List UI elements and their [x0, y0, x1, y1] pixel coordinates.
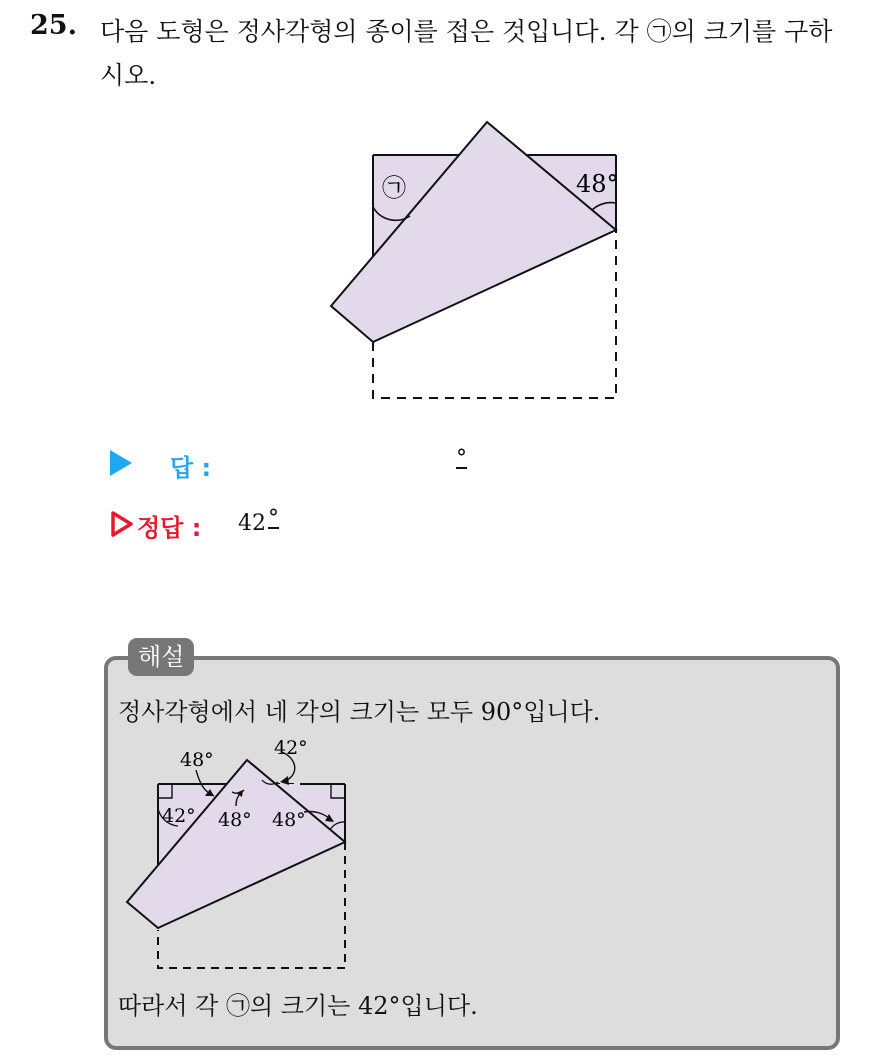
label-giyeok: ㉠	[382, 174, 406, 202]
explanation-line2: 따라서 각 ㉠의 크기는 42°입니다.	[118, 992, 478, 1020]
explanation-tag: 해설	[128, 638, 194, 676]
question-text-line1: 다음 도형은 정사각형의 종이를 접은 것입니다. 각 ㉠의 크기를 구하	[100, 17, 833, 46]
expl-pointer-42-top-head	[280, 776, 289, 785]
expl-label-48-mid: 48°	[218, 809, 252, 831]
answer-label: 답 :	[170, 454, 212, 482]
explanation-line1: 정사각형에서 네 각의 크기는 모두 90°입니다.	[118, 698, 601, 726]
label-48: 48°	[576, 170, 619, 198]
expl-label-48-right: 48°	[272, 809, 306, 831]
expl-label-42-left: 42°	[162, 805, 196, 827]
question-number: 25.	[30, 10, 77, 41]
correct-answer-unit: °	[268, 506, 279, 531]
expl-label-48-top: 48°	[180, 749, 214, 771]
expl-label-42-top: 42°	[274, 737, 308, 759]
question-text-line2: 시오.	[100, 61, 157, 90]
correct-answer-label: 정답 :	[137, 514, 202, 542]
answer-unit: °	[456, 446, 467, 471]
correct-answer-value: 42	[238, 511, 266, 536]
